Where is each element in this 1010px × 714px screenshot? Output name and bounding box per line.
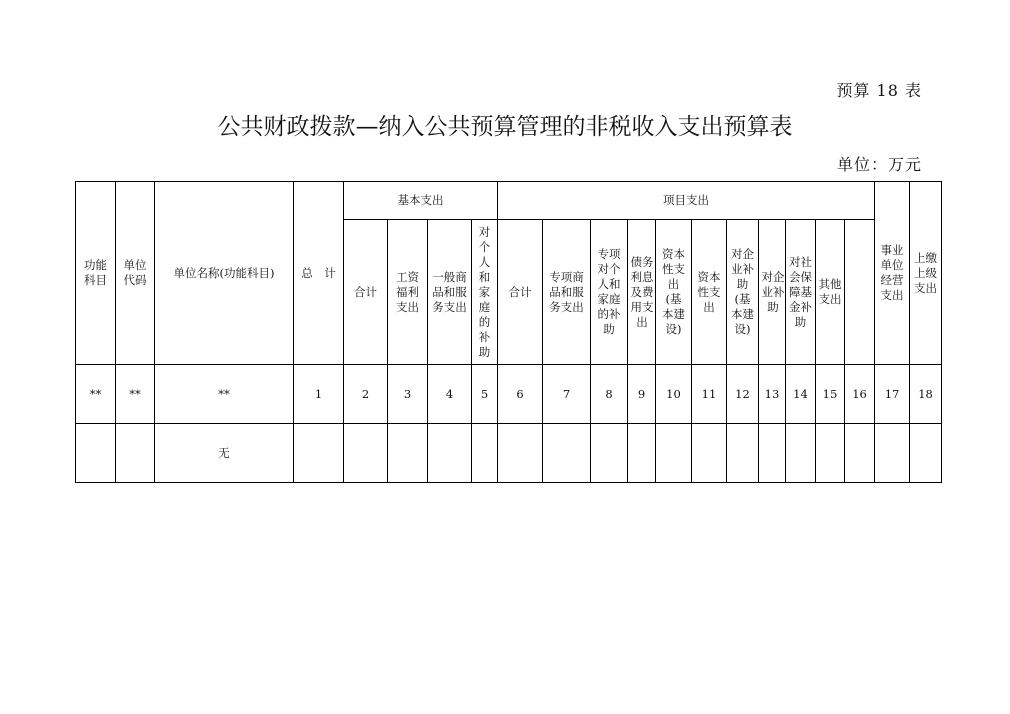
table-cell (656, 424, 692, 483)
table-cell: 10 (656, 365, 692, 424)
table-cell: 6 (498, 365, 543, 424)
table-cell: ** (155, 365, 294, 424)
table-cell: 5 (472, 365, 498, 424)
unit-label: 单位：万元 (836, 155, 922, 174)
table-cell: 4 (428, 365, 472, 424)
budget-table (75, 181, 942, 483)
header-capital: 资本性支出 (692, 220, 727, 365)
header-func-subject: 功能科目 (76, 182, 116, 365)
header-total: 总 计 (294, 182, 344, 365)
table-cell (388, 424, 428, 483)
header-personal-subsidy: 对个人和家庭的补助 (472, 220, 498, 365)
table-cell: 13 (759, 365, 786, 424)
table-cell (786, 424, 816, 483)
header-project-personal: 专项对个人和家庭的补助 (591, 220, 628, 365)
table-cell (628, 424, 656, 483)
header-enterprise-subsidy: 对企业补助 (759, 220, 786, 365)
header-basic-group: 基本支出 (344, 182, 498, 220)
header-other: 其他支出 (816, 220, 845, 365)
table-row (76, 424, 942, 483)
table-cell: 8 (591, 365, 628, 424)
header-upper-payment: 上缴上级支出 (910, 182, 942, 365)
header-goods-services: 一般商品和服务支出 (428, 220, 472, 365)
table-cell: ** (76, 365, 116, 424)
table-cell (498, 424, 543, 483)
table-cell (845, 424, 875, 483)
table-cell (875, 424, 910, 483)
table-cell (759, 424, 786, 483)
header-project-total: 合计 (498, 220, 543, 365)
table-cell (591, 424, 628, 483)
table-cell (910, 424, 942, 483)
table-cell: 18 (910, 365, 942, 424)
header-social-security: 对社会保障基金补助 (786, 220, 816, 365)
header-business-operation: 事业单位经营支出 (875, 182, 910, 365)
table-cell (76, 424, 116, 483)
header-enterprise-subsidy-basic: 对企业补助(基本建设) (727, 220, 759, 365)
table-cell: 2 (344, 365, 388, 424)
table-cell: 7 (543, 365, 591, 424)
header-unit-name: 单位名称(功能科目) (155, 182, 294, 365)
header-wage-welfare: 工资福利支出 (388, 220, 428, 365)
table-cell (472, 424, 498, 483)
table-cell (344, 424, 388, 483)
table-cell: 16 (845, 365, 875, 424)
header-project-goods: 专项商品和服务支出 (543, 220, 591, 365)
header-basic-total: 合计 (344, 220, 388, 365)
table-cell (543, 424, 591, 483)
header-debt-interest: 债务利息及费用支出 (628, 220, 656, 365)
table-cell (116, 424, 155, 483)
table-cell: 15 (816, 365, 845, 424)
table-cell: 9 (628, 365, 656, 424)
header-project-group: 项目支出 (498, 182, 875, 220)
table-cell: 17 (875, 365, 910, 424)
table-row-column-numbers (76, 365, 942, 424)
table-cell (294, 424, 344, 483)
table-cell (727, 424, 759, 483)
table-cell: 12 (727, 365, 759, 424)
table-cell-unit-name: 无 (155, 424, 294, 483)
table-cell (816, 424, 845, 483)
page-title: 公共财政拨款—纳入公共预算管理的非税收入支出预算表 (217, 114, 793, 140)
table-cell (692, 424, 727, 483)
table-cell: 11 (692, 365, 727, 424)
header-unit-code: 单位代码 (116, 182, 155, 365)
table-cell: 14 (786, 365, 816, 424)
table-cell: ** (116, 365, 155, 424)
table-cell: 3 (388, 365, 428, 424)
form-number: 预算 18 表 (836, 81, 922, 100)
table-cell (428, 424, 472, 483)
table-cell: 1 (294, 365, 344, 424)
header-capital-basic: 资本性支出(基本建设) (656, 220, 692, 365)
